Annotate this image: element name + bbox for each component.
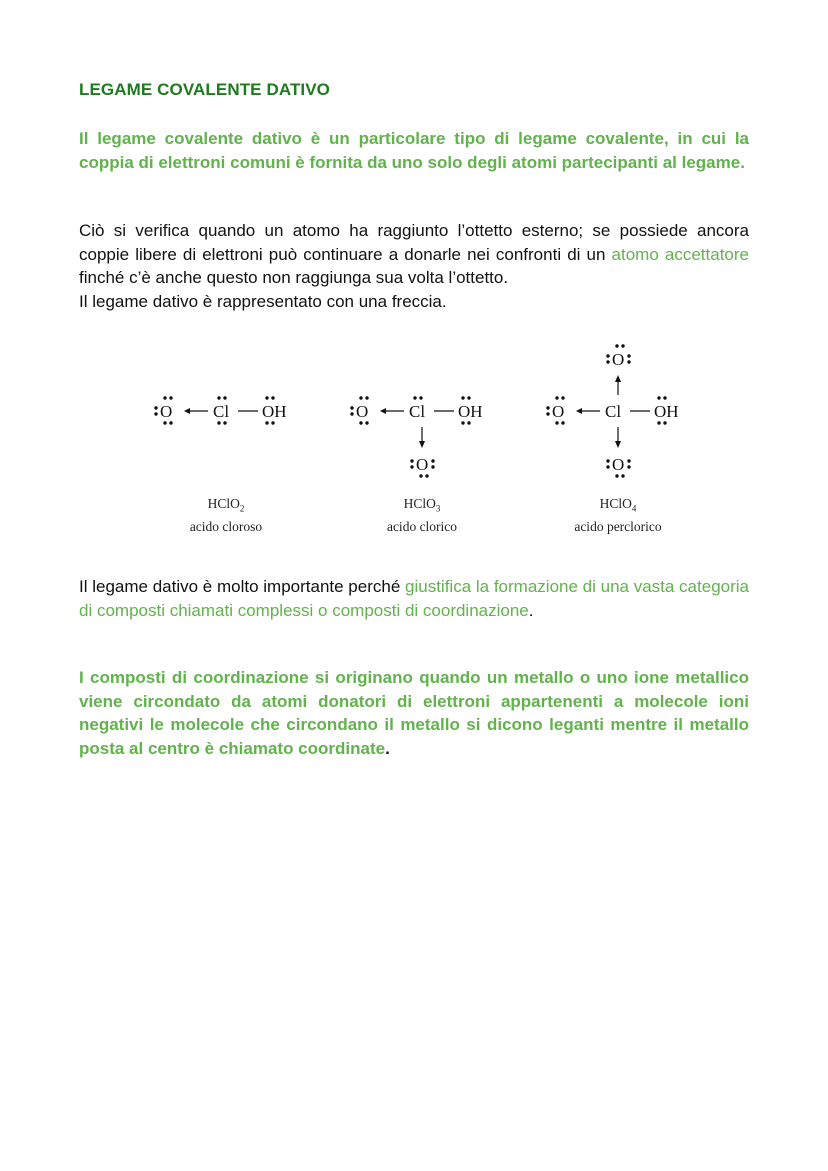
- group-oh: OH: [654, 402, 679, 421]
- atom-o: O: [356, 402, 369, 421]
- name-hclo4: acido perclorico: [574, 518, 662, 534]
- formula-hclo4-sub: 4: [631, 503, 637, 514]
- lead-paragraph: Il legame covalente dativo è un particolare tipo di legame covalente, in cui la coppia di elettroni comuni è fornita da uno solo degli atomi partecipanti al legame.: [79, 129, 749, 172]
- atom-o: O: [160, 402, 173, 421]
- lewis-structures-svg: [140, 335, 700, 485]
- atom-o-bottom: O: [416, 455, 429, 474]
- caption-hclo4: [538, 495, 698, 536]
- body2-end: .: [528, 600, 534, 620]
- body-paragraph-1: [79, 219, 749, 313]
- atom-cl: Cl: [605, 402, 622, 421]
- body1-text: Ciò si verifica quando un atomo ha raggiunto l’ottetto esterno; se possiede ancora coppie libere di elettroni può continuare a donarle nei confronti di un: [79, 221, 749, 264]
- name-hclo3: acido clorico: [386, 518, 458, 534]
- caption-hclo2: [146, 495, 306, 536]
- formula-hclo4: HClO: [599, 496, 632, 511]
- body3-end: .: [385, 738, 390, 758]
- formula-hclo2: HClO: [207, 496, 240, 511]
- formula-hclo3-sub: 3: [435, 503, 441, 514]
- atom-cl: Cl: [213, 402, 230, 421]
- body1-highlight: atomo accettatore: [611, 244, 749, 264]
- body3-text: I composti di coordinazione si originano quando un metallo o uno ione metallico viene circondato da atomi donatori di elettroni appartenenti a molecole ioni negativi le molecole che circondano il metallo si dicono leganti mentre il metallo posta al centro è chiamato coordinate: [79, 668, 749, 758]
- group-oh: OH: [458, 402, 483, 421]
- body1-text-end: finché c’è anche questo non raggiunga sua volta l’ottetto.: [79, 268, 509, 287]
- formula-hclo2-sub: 2: [239, 503, 245, 514]
- atom-o: O: [552, 402, 565, 421]
- molecule-hclo2: [154, 396, 286, 424]
- name-hclo2: acido cloroso: [189, 518, 263, 534]
- molecule-hclo4: [546, 344, 678, 477]
- molecule-hclo3: [350, 396, 482, 477]
- group-oh: OH: [262, 402, 287, 421]
- atom-cl: Cl: [409, 402, 426, 421]
- caption-hclo3: [342, 495, 502, 536]
- body1-line2: Il legame dativo è rappresentato con una freccia.: [79, 291, 447, 311]
- formula-hclo3: HClO: [403, 496, 436, 511]
- lewis-structures-figure: [140, 335, 700, 535]
- page-title: LEGAME COVALENTE DATIVO: [79, 80, 331, 99]
- atom-o-bottom: O: [612, 455, 625, 474]
- body2-text: Il legame dativo è molto importante perché: [79, 577, 406, 596]
- atom-o-top: O: [612, 350, 625, 369]
- body2-highlight: giustifica la formazione di una vasta categoria di composti chiamati complessi o composti di coordinazione: [79, 577, 749, 620]
- body-paragraph-2: [79, 575, 749, 622]
- body-paragraph-3: [79, 666, 749, 760]
